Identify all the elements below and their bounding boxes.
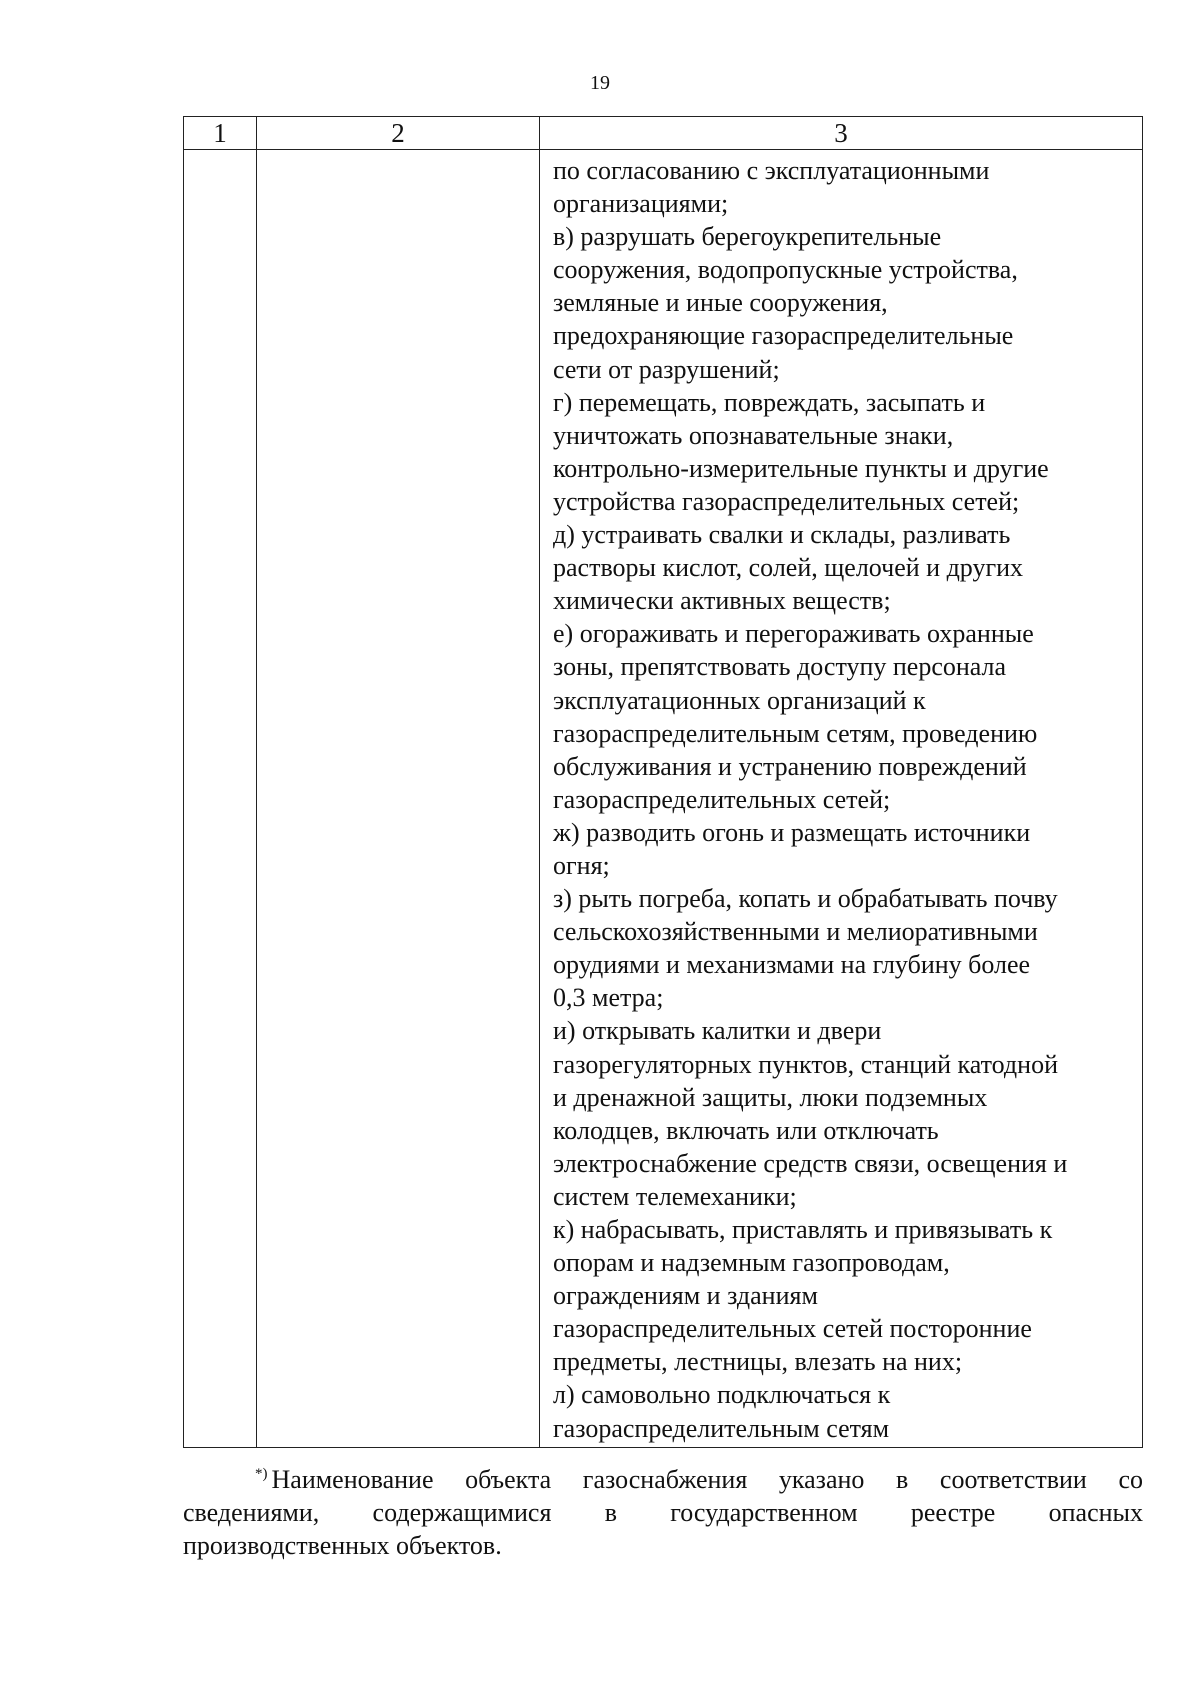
table-text-line: л) самовольно подключаться к (553, 1380, 891, 1410)
footnote-line-1 (183, 1458, 1143, 1496)
table-text-line: обслуживания и устранению повреждений (553, 751, 1027, 781)
footnote-line-2: сведениями, содержащимися в государственном реестре опасных (183, 1498, 1143, 1527)
column-header-1: 1 (184, 117, 257, 150)
table-text-line: орудиями и механизмами на глубину более (553, 950, 1031, 980)
table-text-line: и дренажной защиты, люки подземных (553, 1082, 988, 1112)
table-text-line: г) перемещать, повреждать, засыпать и (553, 387, 986, 417)
table-text-line: химически активных веществ; (553, 586, 891, 616)
table-cell-col1 (184, 150, 257, 1448)
table-text-line: е) огораживать и перегораживать охранные (553, 619, 1034, 649)
table-text-line: д) устраивать свалки и склады, разливать (553, 520, 1011, 550)
table-text-line: к) набрасывать, приставлять и привязывать к (553, 1215, 1053, 1244)
table-text-line: ограждениям и зданиям (553, 1281, 818, 1311)
table-text-line: газорегуляторных пунктов, станций катодной (553, 1049, 1058, 1079)
table-text-line: газораспределительным сетям, проведению (553, 718, 1038, 748)
table-text-line: сельскохозяйственными и мелиоративными (553, 917, 1038, 947)
table-text-line: растворы кислот, солей, щелочей и других (553, 553, 1024, 583)
table-text-line: газораспределительным сетям (553, 1413, 890, 1443)
table-text-line: в) разрушать берегоукрепительные (553, 222, 942, 252)
table-header-row (184, 117, 1143, 150)
table-text-line: ж) разводить огонь и размещать источники (553, 817, 1031, 847)
table-text-line: предохраняющие газораспределительные (553, 321, 1014, 351)
table-text-line: колодцев, включать или отключать (553, 1115, 939, 1145)
table-cell-col2 (257, 150, 540, 1448)
footnote-marker: *) (255, 1466, 268, 1482)
table-text-line: з) рыть погреба, копать и обрабатывать почву (553, 884, 1058, 914)
table-text-line: уничтожать опознавательные знаки, (553, 420, 954, 450)
footnote (183, 1458, 1143, 1562)
table-text-line: организациями; (553, 189, 729, 219)
table-row (184, 150, 1143, 1448)
table-text-line: газораспределительных сетей посторонние (553, 1314, 1032, 1344)
column-header-3: 3 (540, 117, 1143, 150)
document-table (183, 116, 1143, 1448)
table-text-line: сооружения, водопропускные устройства, (553, 255, 1018, 285)
table-text-line: 0,3 метра; (553, 983, 664, 1013)
table-text-line: зоны, препятствовать доступу персонала (553, 652, 1007, 682)
footnote-line-1-text: Наименование объекта газоснабжения указано в соответствии со (271, 1465, 1143, 1494)
footnote-line-3: производственных объектов. (183, 1531, 502, 1560)
table-cell-col3 (540, 150, 1143, 1448)
table-text-line: предметы, лестницы, влезать на них; (553, 1347, 963, 1377)
table-text-line: газораспределительных сетей; (553, 784, 891, 814)
table-text-line: контрольно-измерительные пункты и другие (553, 453, 1049, 483)
prohibitions-list-text (540, 150, 1142, 1447)
table-text-line: устройства газораспределительных сетей; (553, 486, 1020, 516)
table-text-line: по согласованию с эксплуатационными (553, 156, 990, 185)
table-text-line: и) открывать калитки и двери (553, 1016, 882, 1046)
table-text-line: сети от разрушений; (553, 354, 780, 384)
column-header-2: 2 (257, 117, 540, 150)
table-text-line: опорам и надземным газопроводам, (553, 1248, 950, 1278)
table-text-line: земляные и иные сооружения, (553, 288, 888, 318)
page-number: 19 (590, 72, 610, 94)
table-text-line: огня; (553, 850, 610, 880)
table-text-line: систем телемеханики; (553, 1181, 797, 1211)
table-text-line: эксплуатационных организаций к (553, 685, 926, 715)
table-text-line: электроснабжение средств связи, освещения и (553, 1148, 1068, 1178)
